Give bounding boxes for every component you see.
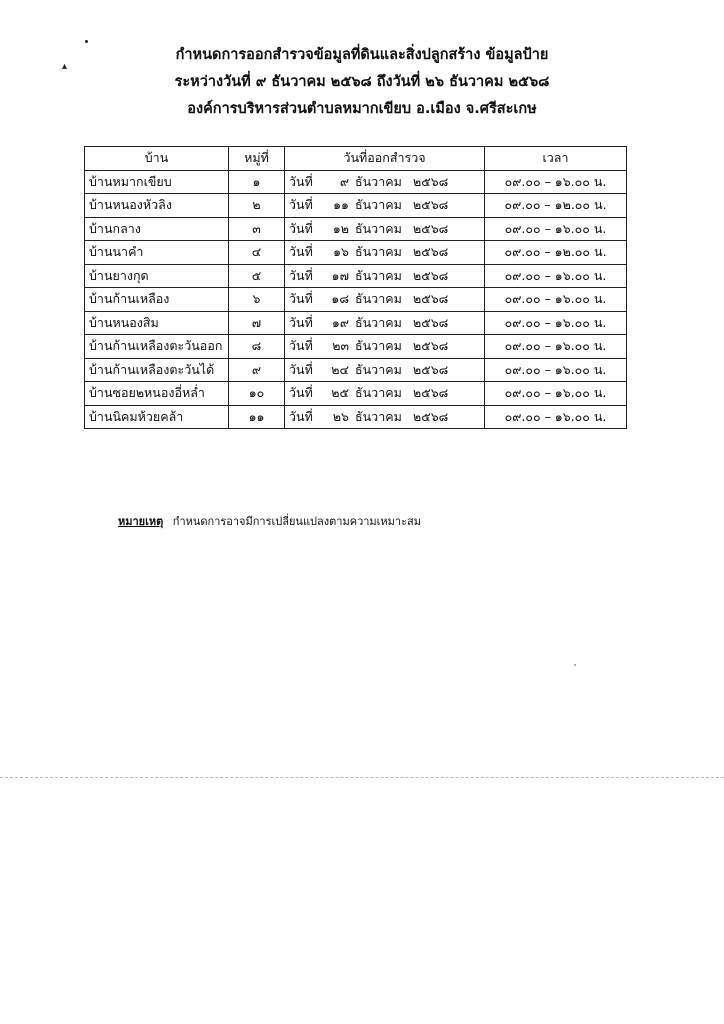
date-month: ธันวาคม xyxy=(355,244,402,260)
table-row xyxy=(85,264,627,288)
cell-date xyxy=(285,358,485,382)
date-month: ธันวาคม xyxy=(355,173,402,189)
date-month: ธันวาคม xyxy=(355,408,402,424)
cell-time: ๐๙.๐๐ – ๑๒.๐๐ น. xyxy=(485,194,627,218)
cell-time: ๐๙.๐๐ – ๑๖.๐๐ น. xyxy=(485,311,627,335)
date-day: ๒๕ xyxy=(331,385,349,401)
table-row xyxy=(85,358,627,382)
table-row xyxy=(85,335,627,359)
cell-moo: ๗ xyxy=(229,311,285,335)
date-year: ๒๕๖๘ xyxy=(413,408,449,424)
header-village: บ้าน xyxy=(85,147,229,171)
cell-time: ๐๙.๐๐ – ๑๖.๐๐ น. xyxy=(485,217,627,241)
date-prefix: วันที่ xyxy=(289,291,313,307)
date-prefix: วันที่ xyxy=(289,361,313,377)
date-prefix: วันที่ xyxy=(289,244,313,260)
date-prefix: วันที่ xyxy=(289,385,313,401)
cell-village: บ้านหนองสิม xyxy=(85,311,229,335)
date-year: ๒๕๖๘ xyxy=(413,220,449,236)
table-row xyxy=(85,311,627,335)
date-prefix: วันที่ xyxy=(289,173,313,189)
cell-date xyxy=(285,335,485,359)
table-row xyxy=(85,194,627,218)
date-month: ธันวาคม xyxy=(355,361,402,377)
cell-moo: ๑๑ xyxy=(229,405,285,429)
date-year: ๒๕๖๘ xyxy=(413,291,449,307)
date-prefix: วันที่ xyxy=(289,314,313,330)
cell-date xyxy=(285,382,485,406)
cell-time: ๐๙.๐๐ – ๑๖.๐๐ น. xyxy=(485,264,627,288)
scan-speck xyxy=(574,664,576,666)
title-line-3: องค์การบริหารส่วนตำบลหมากเขียบ อ.เมือง จ.ศรีสะเกษ xyxy=(187,101,537,117)
note-label: หมายเหตุ xyxy=(118,515,164,528)
document-header xyxy=(90,42,634,123)
date-month: ธันวาคม xyxy=(355,385,402,401)
cell-village: บ้านยางกุด xyxy=(85,264,229,288)
date-year: ๒๕๖๘ xyxy=(413,197,449,213)
cell-village: บ้านหนองหัวลิง xyxy=(85,194,229,218)
scan-speck xyxy=(85,40,88,43)
cell-moo: ๕ xyxy=(229,264,285,288)
cell-date xyxy=(285,311,485,335)
cell-village: บ้านก้านเหลืองตะวันได้ xyxy=(85,358,229,382)
date-month: ธันวาคม xyxy=(355,267,402,283)
date-prefix: วันที่ xyxy=(289,220,313,236)
cell-village: บ้านกลาง xyxy=(85,217,229,241)
cell-time: ๐๙.๐๐ – ๑๖.๐๐ น. xyxy=(485,335,627,359)
footnote xyxy=(118,512,421,530)
cell-date xyxy=(285,405,485,429)
cell-moo: ๒ xyxy=(229,194,285,218)
date-year: ๒๕๖๘ xyxy=(413,314,449,330)
cell-date xyxy=(285,288,485,312)
date-prefix: วันที่ xyxy=(289,197,313,213)
cell-village: บ้านก้านเหลือง xyxy=(85,288,229,312)
cell-moo: ๙ xyxy=(229,358,285,382)
cell-moo: ๖ xyxy=(229,288,285,312)
date-year: ๒๕๖๘ xyxy=(413,361,449,377)
title-line-2: ระหว่างวันที่ ๙ ธันวาคม ๒๕๖๘ ถึงวันที่ ๒๖ ธันวาคม ๒๕๖๘ xyxy=(174,74,550,90)
cell-moo: ๓ xyxy=(229,217,285,241)
table-row xyxy=(85,241,627,265)
date-day: ๒๔ xyxy=(331,361,349,377)
table-header-row xyxy=(85,147,627,171)
date-prefix: วันที่ xyxy=(289,408,313,424)
date-month: ธันวาคม xyxy=(355,197,402,213)
date-day: ๑๙ xyxy=(331,314,349,330)
date-day: ๙ xyxy=(339,173,349,189)
table-row xyxy=(85,405,627,429)
survey-schedule-table xyxy=(84,146,627,429)
date-year: ๒๕๖๘ xyxy=(413,173,449,189)
date-day: ๑๒ xyxy=(332,220,349,236)
cell-village: บ้านก้านเหลืองตะวันออก xyxy=(85,335,229,359)
cell-date xyxy=(285,194,485,218)
cell-moo: ๑๐ xyxy=(229,382,285,406)
cell-time: ๐๙.๐๐ – ๑๒.๐๐ น. xyxy=(485,241,627,265)
date-day: ๒๖ xyxy=(332,408,349,424)
date-month: ธันวาคม xyxy=(355,314,402,330)
date-month: ธันวาคม xyxy=(355,220,402,236)
date-year: ๒๕๖๘ xyxy=(413,267,449,283)
cell-time: ๐๙.๐๐ – ๑๖.๐๐ น. xyxy=(485,405,627,429)
cell-time: ๐๙.๐๐ – ๑๖.๐๐ น. xyxy=(485,288,627,312)
table-row xyxy=(85,382,627,406)
cell-village: บ้านนาคำ xyxy=(85,241,229,265)
cell-date xyxy=(285,241,485,265)
cell-time: ๐๙.๐๐ – ๑๖.๐๐ น. xyxy=(485,358,627,382)
date-prefix: วันที่ xyxy=(289,338,313,354)
scan-artifact-line xyxy=(0,777,724,778)
cell-time: ๐๙.๐๐ – ๑๖.๐๐ น. xyxy=(485,382,627,406)
cell-date xyxy=(285,217,485,241)
date-month: ธันวาคม xyxy=(355,338,402,354)
date-year: ๒๕๖๘ xyxy=(413,338,449,354)
date-day: ๒๓ xyxy=(332,338,349,354)
cell-time: ๐๙.๐๐ – ๑๖.๐๐ น. xyxy=(485,170,627,194)
date-month: ธันวาคม xyxy=(355,291,402,307)
date-day: ๑๖ xyxy=(333,244,349,260)
date-day: ๑๑ xyxy=(333,197,349,213)
date-prefix: วันที่ xyxy=(289,267,313,283)
cell-date xyxy=(285,170,485,194)
cell-moo: ๘ xyxy=(229,335,285,359)
table-row xyxy=(85,217,627,241)
cell-moo: ๑ xyxy=(229,170,285,194)
table-row xyxy=(85,170,627,194)
header-moo: หมู่ที่ xyxy=(229,147,285,171)
cell-village: บ้านซอย๒หนองอี่หล่ำ xyxy=(85,382,229,406)
header-date: วันที่ออกสำรวจ xyxy=(285,147,485,171)
date-day: ๑๗ xyxy=(331,267,349,283)
date-day: ๑๘ xyxy=(331,291,349,307)
cell-village: บ้านหมากเขียบ xyxy=(85,170,229,194)
cell-village: บ้านนิคมห้วยคล้า xyxy=(85,405,229,429)
date-year: ๒๕๖๘ xyxy=(413,385,449,401)
header-time: เวลา xyxy=(485,147,627,171)
cell-date xyxy=(285,264,485,288)
note-text: กำหนดการอาจมีการเปลี่ยนแปลงตามความเหมาะสม xyxy=(172,515,421,528)
cell-moo: ๔ xyxy=(229,241,285,265)
date-year: ๒๕๖๘ xyxy=(413,244,449,260)
table-row xyxy=(85,288,627,312)
title-line-1: กำหนดการออกสำรวจข้อมูลที่ดินและสิ่งปลูกสร้าง ข้อมูลป้าย xyxy=(175,47,549,63)
scan-speck: ▴ xyxy=(62,61,68,72)
